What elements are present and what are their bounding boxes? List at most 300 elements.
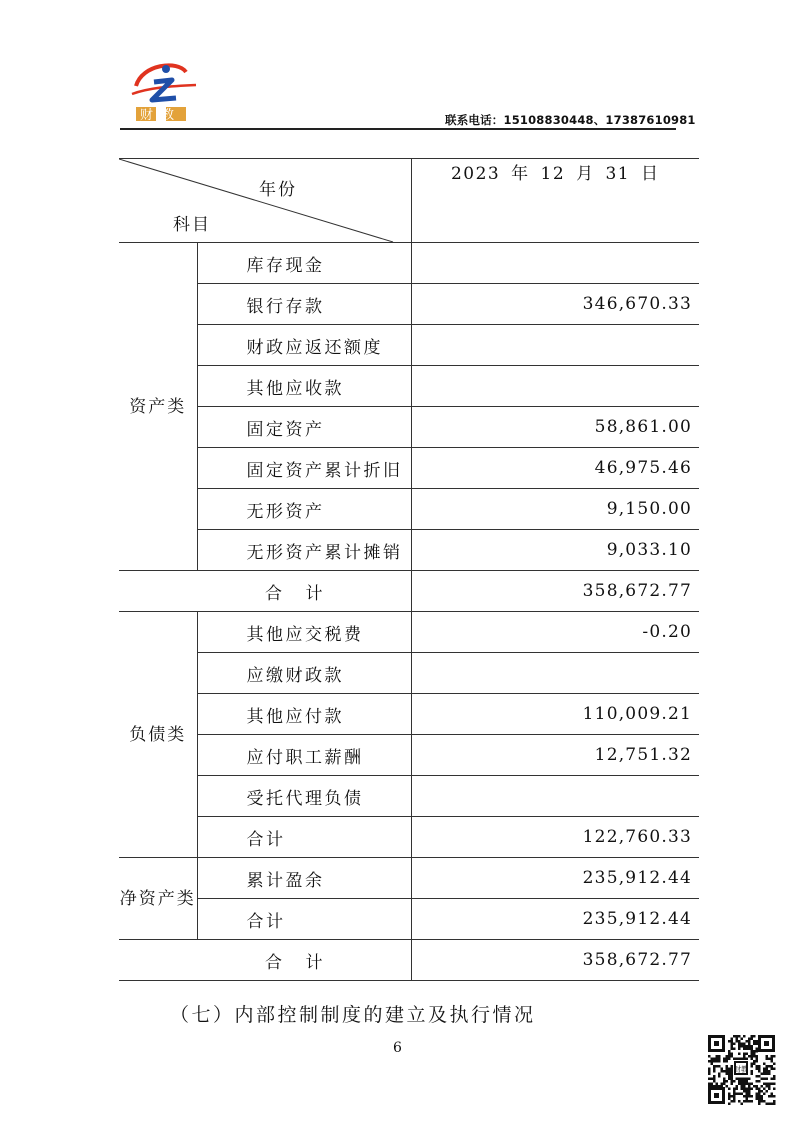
qr-module xyxy=(771,1055,774,1058)
qr-module xyxy=(716,1055,719,1058)
qr-module xyxy=(726,1065,729,1068)
qr-module xyxy=(741,1078,744,1081)
qr-module xyxy=(738,1053,741,1056)
qr-module xyxy=(718,1075,721,1078)
qr-module xyxy=(746,1100,749,1103)
qr-module xyxy=(758,1075,761,1078)
qr-module xyxy=(728,1078,731,1081)
qr-module xyxy=(753,1043,756,1046)
qr-module xyxy=(743,1095,746,1098)
qr-module xyxy=(763,1063,766,1066)
qr-module xyxy=(758,1095,761,1098)
qr-module xyxy=(711,1083,714,1086)
qr-module xyxy=(761,1073,764,1076)
qr-module xyxy=(728,1088,731,1091)
qr-module xyxy=(718,1058,721,1061)
qr-module xyxy=(726,1068,729,1071)
subject-cell: 其他应收款 xyxy=(197,366,411,407)
qr-module xyxy=(708,1070,711,1073)
qr-module xyxy=(756,1068,759,1071)
amount-cell: 9,033.10 xyxy=(411,530,699,571)
qr-module xyxy=(726,1055,729,1058)
amount-cell xyxy=(411,653,699,694)
table-row xyxy=(119,366,699,407)
qr-module xyxy=(731,1053,734,1056)
qr-module xyxy=(768,1070,771,1073)
qr-module xyxy=(751,1058,754,1061)
financial-table xyxy=(119,158,699,981)
table-row xyxy=(119,694,699,735)
qr-module xyxy=(743,1085,746,1088)
qr-module xyxy=(726,1085,729,1088)
qr-module xyxy=(748,1043,751,1046)
qr-module xyxy=(741,1045,744,1048)
qr-module xyxy=(738,1040,741,1043)
qr-module xyxy=(743,1088,746,1091)
subject-cell: 固定资产 xyxy=(197,407,411,448)
header-rule xyxy=(120,128,676,130)
qr-module xyxy=(766,1055,769,1058)
qr-module xyxy=(713,1060,716,1063)
qr-module xyxy=(736,1038,739,1041)
qr-module xyxy=(766,1058,769,1061)
qr-module xyxy=(771,1103,774,1106)
qr-module xyxy=(743,1090,746,1093)
qr-module xyxy=(731,1078,734,1081)
subject-cell: 其他应付款 xyxy=(197,694,411,735)
assets-total-label: 合 计 xyxy=(119,571,411,612)
qr-module xyxy=(761,1078,764,1081)
qr-module xyxy=(716,1058,719,1061)
qr-logo-text: 财教 xyxy=(734,1065,748,1074)
qr-module xyxy=(721,1085,724,1088)
qr-module xyxy=(763,1083,766,1086)
amount-cell: 12,751.32 xyxy=(411,735,699,776)
qr-module xyxy=(716,1085,719,1088)
qr-module xyxy=(753,1040,756,1043)
qr-module xyxy=(731,1095,734,1098)
qr-module xyxy=(758,1068,761,1071)
table-row xyxy=(119,530,699,571)
table-row xyxy=(119,489,699,530)
qr-module xyxy=(748,1085,751,1088)
qr-module xyxy=(761,1100,764,1103)
qr-module xyxy=(743,1080,746,1083)
qr-module xyxy=(728,1070,731,1073)
qr-module xyxy=(748,1083,751,1086)
subject-cell: 累计盈余 xyxy=(197,858,411,899)
qr-module xyxy=(708,1078,711,1081)
qr-module xyxy=(758,1103,761,1106)
qr-module xyxy=(723,1070,726,1073)
qr-module xyxy=(773,1088,776,1091)
subject-cell: 财政应返还额度 xyxy=(197,325,411,366)
qr-module xyxy=(738,1078,741,1081)
qr-module xyxy=(711,1060,714,1063)
qr-module xyxy=(736,1040,739,1043)
qr-module xyxy=(711,1058,714,1061)
qr-module xyxy=(726,1058,729,1061)
qr-module xyxy=(736,1085,739,1088)
qr-module xyxy=(726,1073,729,1076)
qr-module xyxy=(748,1100,751,1103)
qr-module xyxy=(741,1058,744,1061)
qr-module xyxy=(768,1065,771,1068)
qr-module xyxy=(768,1088,771,1091)
qr-module xyxy=(773,1055,776,1058)
amount-cell: 122,760.33 xyxy=(411,817,699,858)
qr-module xyxy=(771,1083,774,1086)
qr-module xyxy=(728,1093,731,1096)
qr-module xyxy=(756,1098,759,1101)
qr-module xyxy=(766,1068,769,1071)
qr-module xyxy=(711,1085,714,1088)
qr-module xyxy=(748,1088,751,1091)
qr-module xyxy=(726,1070,729,1073)
qr-module xyxy=(746,1083,749,1086)
qr-module xyxy=(753,1085,756,1088)
table-row xyxy=(119,243,699,284)
qr-code xyxy=(706,1033,777,1106)
qr-module xyxy=(761,1090,764,1093)
qr-module xyxy=(731,1055,734,1058)
qr-module xyxy=(733,1095,736,1098)
qr-module xyxy=(711,1078,714,1081)
table-row xyxy=(119,407,699,448)
qr-module xyxy=(708,1060,711,1063)
qr-module xyxy=(756,1048,759,1051)
qr-module xyxy=(766,1090,769,1093)
subject-cell: 其他应交税费 xyxy=(197,612,411,653)
subject-cell: 无形资产累计摊销 xyxy=(197,530,411,571)
qr-module xyxy=(758,1100,761,1103)
table-row xyxy=(119,284,699,325)
logo-mark-icon xyxy=(126,58,198,128)
qr-module xyxy=(771,1068,774,1071)
qr-module xyxy=(731,1065,734,1068)
table-row xyxy=(119,612,699,653)
qr-module xyxy=(763,1070,766,1073)
qr-module xyxy=(713,1065,716,1068)
subject-cell: 库存现金 xyxy=(197,243,411,284)
qr-module xyxy=(708,1055,711,1058)
qr-module xyxy=(723,1060,726,1063)
qr-module xyxy=(728,1073,731,1076)
table-row xyxy=(119,817,699,858)
qr-module xyxy=(723,1058,726,1061)
qr-module xyxy=(753,1050,756,1053)
qr-module xyxy=(773,1068,776,1071)
qr-module xyxy=(751,1088,754,1091)
qr-module xyxy=(738,1093,741,1096)
qr-module xyxy=(733,1043,736,1046)
amount-cell: 46,975.46 xyxy=(411,448,699,489)
subject-label: 科目 xyxy=(173,215,211,235)
qr-module xyxy=(756,1060,759,1063)
qr-module xyxy=(748,1090,751,1093)
grand-total-amount: 358,672.77 xyxy=(411,940,699,981)
qr-module xyxy=(773,1095,776,1098)
qr-module xyxy=(708,1083,711,1086)
qr-module xyxy=(748,1055,751,1058)
qr-module xyxy=(733,1098,736,1101)
qr-module xyxy=(736,1035,739,1038)
qr-module xyxy=(753,1053,756,1056)
qr-module xyxy=(741,1093,744,1096)
subject-cell: 固定资产累计折旧 xyxy=(197,448,411,489)
qr-module xyxy=(721,1070,724,1073)
table-row xyxy=(119,858,699,899)
qr-module xyxy=(728,1050,731,1053)
qr-module xyxy=(713,1085,716,1088)
qr-module xyxy=(756,1065,759,1068)
qr-module xyxy=(746,1093,749,1096)
qr-module xyxy=(766,1103,769,1106)
amount-cell: 346,670.33 xyxy=(411,284,699,325)
qr-module xyxy=(731,1070,734,1073)
qr-module xyxy=(731,1040,734,1043)
qr-module xyxy=(733,1035,736,1038)
qr-module xyxy=(748,1078,751,1081)
qr-module xyxy=(726,1080,729,1083)
qr-module xyxy=(731,1043,734,1046)
qr-module xyxy=(728,1098,731,1101)
qr-module xyxy=(738,1100,741,1103)
qr-module xyxy=(728,1055,731,1058)
qr-module xyxy=(756,1050,759,1053)
qr-module xyxy=(713,1070,716,1073)
qr-module xyxy=(751,1050,754,1053)
qr-module xyxy=(721,1083,724,1086)
amount-cell xyxy=(411,366,699,407)
logo-text: 财教 xyxy=(139,108,183,123)
amount-cell: 110,009.21 xyxy=(411,694,699,735)
qr-module xyxy=(756,1040,759,1043)
qr-module xyxy=(756,1043,759,1046)
category-liabilities: 负债类 xyxy=(119,612,197,858)
qr-module xyxy=(771,1093,774,1096)
year-label: 年份 xyxy=(259,180,297,200)
qr-module xyxy=(733,1088,736,1091)
qr-module xyxy=(773,1075,776,1078)
qr-module xyxy=(748,1038,751,1041)
qr-module xyxy=(758,1070,761,1073)
qr-module xyxy=(761,1095,764,1098)
qr-module xyxy=(718,1085,721,1088)
qr-module xyxy=(773,1103,776,1106)
subject-cell: 受托代理负债 xyxy=(197,776,411,817)
table-row xyxy=(119,899,699,940)
qr-module xyxy=(751,1038,754,1041)
qr-module xyxy=(728,1095,731,1098)
qr-module xyxy=(751,1055,754,1058)
header-phone: 联系电话：15108830448、17387610981 xyxy=(445,113,696,127)
qr-module xyxy=(733,1090,736,1093)
qr-module xyxy=(753,1055,756,1058)
qr-module xyxy=(746,1040,749,1043)
qr-module xyxy=(771,1060,774,1063)
qr-module xyxy=(763,1078,766,1081)
qr-module xyxy=(731,1045,734,1048)
qr-module xyxy=(746,1053,749,1056)
qr-module xyxy=(766,1085,769,1088)
qr-module xyxy=(716,1060,719,1063)
amount-cell xyxy=(411,776,699,817)
diagonal-line xyxy=(119,159,411,242)
qr-module xyxy=(763,1093,766,1096)
qr-module xyxy=(771,1065,774,1068)
category-assets: 资产类 xyxy=(119,243,197,571)
qr-module xyxy=(766,1073,769,1076)
qr-module xyxy=(713,1068,716,1071)
qr-module xyxy=(748,1093,751,1096)
qr-module xyxy=(738,1083,741,1086)
grand-total-label: 合 计 xyxy=(119,940,411,981)
qr-module xyxy=(748,1095,751,1098)
qr-module xyxy=(758,1093,761,1096)
qr-module xyxy=(751,1035,754,1038)
qr-module xyxy=(758,1080,761,1083)
subject-cell: 银行存款 xyxy=(197,284,411,325)
subject-cell: 无形资产 xyxy=(197,489,411,530)
qr-module xyxy=(736,1058,739,1061)
amount-cell: 235,912.44 xyxy=(411,858,699,899)
qr-module xyxy=(758,1065,761,1068)
qr-module xyxy=(741,1088,744,1091)
qr-module xyxy=(731,1080,734,1083)
qr-module xyxy=(743,1045,746,1048)
qr-module xyxy=(756,1058,759,1061)
qr-module xyxy=(723,1080,726,1083)
qr-module xyxy=(723,1083,726,1086)
qr-module xyxy=(738,1080,741,1083)
page-number: 6 xyxy=(393,1040,402,1056)
qr-module xyxy=(718,1055,721,1058)
table-row xyxy=(119,776,699,817)
qr-code-icon xyxy=(706,1033,777,1106)
qr-module xyxy=(733,1080,736,1083)
qr-module xyxy=(731,1048,734,1051)
amount-cell: 58,861.00 xyxy=(411,407,699,448)
qr-module xyxy=(741,1043,744,1046)
qr-module xyxy=(723,1078,726,1081)
table-row xyxy=(119,325,699,366)
qr-module xyxy=(746,1045,749,1048)
table-row xyxy=(119,653,699,694)
assets-total-amount: 358,672.77 xyxy=(411,571,699,612)
qr-module xyxy=(743,1058,746,1061)
qr-module xyxy=(763,1100,766,1103)
subject-cell: 应缴财政款 xyxy=(197,653,411,694)
qr-module xyxy=(733,1048,736,1051)
qr-module xyxy=(756,1085,759,1088)
amount-cell: -0.20 xyxy=(411,612,699,653)
qr-module xyxy=(708,1068,711,1071)
qr-module xyxy=(736,1078,739,1081)
category-net-assets: 净资产类 xyxy=(119,858,197,940)
subject-cell: 合计 xyxy=(197,899,411,940)
qr-module xyxy=(741,1083,744,1086)
qr-module xyxy=(751,1100,754,1103)
qr-module xyxy=(738,1048,741,1051)
qr-module xyxy=(746,1078,749,1081)
qr-module xyxy=(758,1088,761,1091)
qr-module xyxy=(746,1095,749,1098)
qr-module xyxy=(746,1098,749,1101)
grand-total-row xyxy=(119,940,699,981)
section-heading: （七）内部控制制度的建立及执行情况 xyxy=(170,1004,536,1026)
qr-module xyxy=(736,1088,739,1091)
qr-module xyxy=(741,1085,744,1088)
qr-module xyxy=(753,1060,756,1063)
qr-module xyxy=(756,1088,759,1091)
qr-module xyxy=(708,1085,711,1088)
assets-total-row xyxy=(119,571,699,612)
qr-module xyxy=(756,1080,759,1083)
qr-module xyxy=(751,1045,754,1048)
qr-module xyxy=(746,1088,749,1091)
qr-module xyxy=(716,1083,719,1086)
qr-module xyxy=(728,1058,731,1061)
amount-cell: 9,150.00 xyxy=(411,489,699,530)
qr-module xyxy=(766,1070,769,1073)
qr-module xyxy=(771,1078,774,1081)
qr-module xyxy=(756,1055,759,1058)
qr-module xyxy=(766,1065,769,1068)
subject-cell: 合计 xyxy=(197,817,411,858)
qr-module xyxy=(726,1060,729,1063)
qr-module xyxy=(758,1090,761,1093)
qr-module xyxy=(733,1100,736,1103)
qr-module xyxy=(713,1078,716,1081)
qr-module xyxy=(741,1103,744,1106)
qr-module xyxy=(756,1093,759,1096)
qr-module xyxy=(753,1035,756,1038)
qr-module xyxy=(768,1095,771,1098)
qr-module xyxy=(721,1068,724,1071)
qr-module xyxy=(733,1058,736,1061)
qr-module xyxy=(718,1060,721,1063)
qr-module xyxy=(761,1085,764,1088)
qr-module xyxy=(768,1058,771,1061)
amount-cell: 235,912.44 xyxy=(411,899,699,940)
qr-module xyxy=(766,1083,769,1086)
qr-module xyxy=(738,1035,741,1038)
qr-module xyxy=(773,1100,776,1103)
qr-module xyxy=(773,1078,776,1081)
qr-module xyxy=(751,1070,754,1073)
company-logo xyxy=(126,58,198,128)
qr-module xyxy=(716,1065,719,1068)
qr-module xyxy=(751,1065,754,1068)
qr-module xyxy=(748,1040,751,1043)
qr-module xyxy=(773,1063,776,1066)
qr-module xyxy=(731,1068,734,1071)
qr-module xyxy=(741,1038,744,1041)
qr-module xyxy=(728,1053,731,1056)
qr-module xyxy=(746,1090,749,1093)
qr-module xyxy=(743,1100,746,1103)
qr-module xyxy=(743,1048,746,1051)
qr-module xyxy=(761,1098,764,1101)
qr-module xyxy=(756,1095,759,1098)
qr-module xyxy=(751,1053,754,1056)
qr-module xyxy=(743,1043,746,1046)
qr-module xyxy=(751,1048,754,1051)
qr-module xyxy=(713,1080,716,1083)
qr-module xyxy=(733,1093,736,1096)
qr-module xyxy=(731,1083,734,1086)
